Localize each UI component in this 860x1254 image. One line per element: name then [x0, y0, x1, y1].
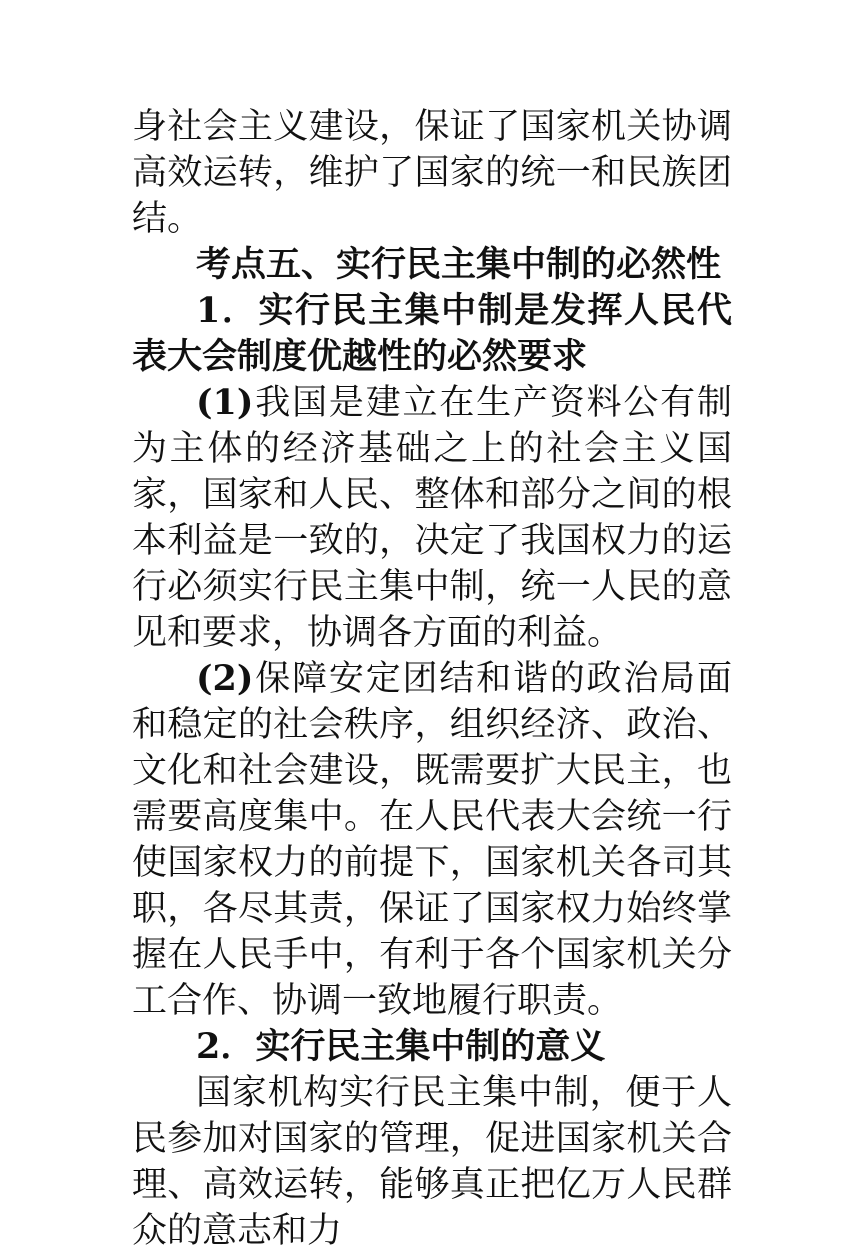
point-2-marker: (2) [196, 658, 254, 699]
document-page [132, 104, 732, 1254]
point-2-text: 保障安定团结和谐的政治局面和稳定的社会秩序，组织经济、政治、文化和社会建设，既需要扩大民主，也需要高度集中。在人民代表大会统一行使国家权力的前提下，国家机关各司其职，各尽其责，保证了国家权力始终掌握在人民手中，有利于各个国家机关分工合作、协调一致地履行职责。 [132, 659, 732, 1021]
point-1-marker: (1) [196, 382, 254, 423]
significance-paragraph: 国家机构实行民主集中制，便于人民参加对国家的管理，促进国家机关合理、高效运转，能够真正把亿万人民群众的意志和力 [132, 1073, 732, 1251]
continued-paragraph: 身社会主义建设，保证了国家机关协调高效运转，维护了国家的统一和民族团结。 [132, 107, 732, 239]
point-2-paragraph [132, 656, 732, 1024]
point-1-paragraph [132, 380, 732, 656]
subsection-heading-1: 1．实行民主集中制是发挥人民代表大会制度优越性的必然要求 [132, 290, 732, 377]
point-1-text: 我国是建立在生产资料公有制为主体的经济基础之上的社会主义国家，国家和人民、整体和部分之间的根本利益是一致的，决定了我国权力的运行必须实行民主集中制，统一人民的意见和要求，协调各方面的利益。 [132, 383, 732, 653]
section-heading: 考点五、实行民主集中制的必然性 [196, 244, 722, 285]
subsection-heading-2: 2．实行民主集中制的意义 [196, 1026, 606, 1067]
